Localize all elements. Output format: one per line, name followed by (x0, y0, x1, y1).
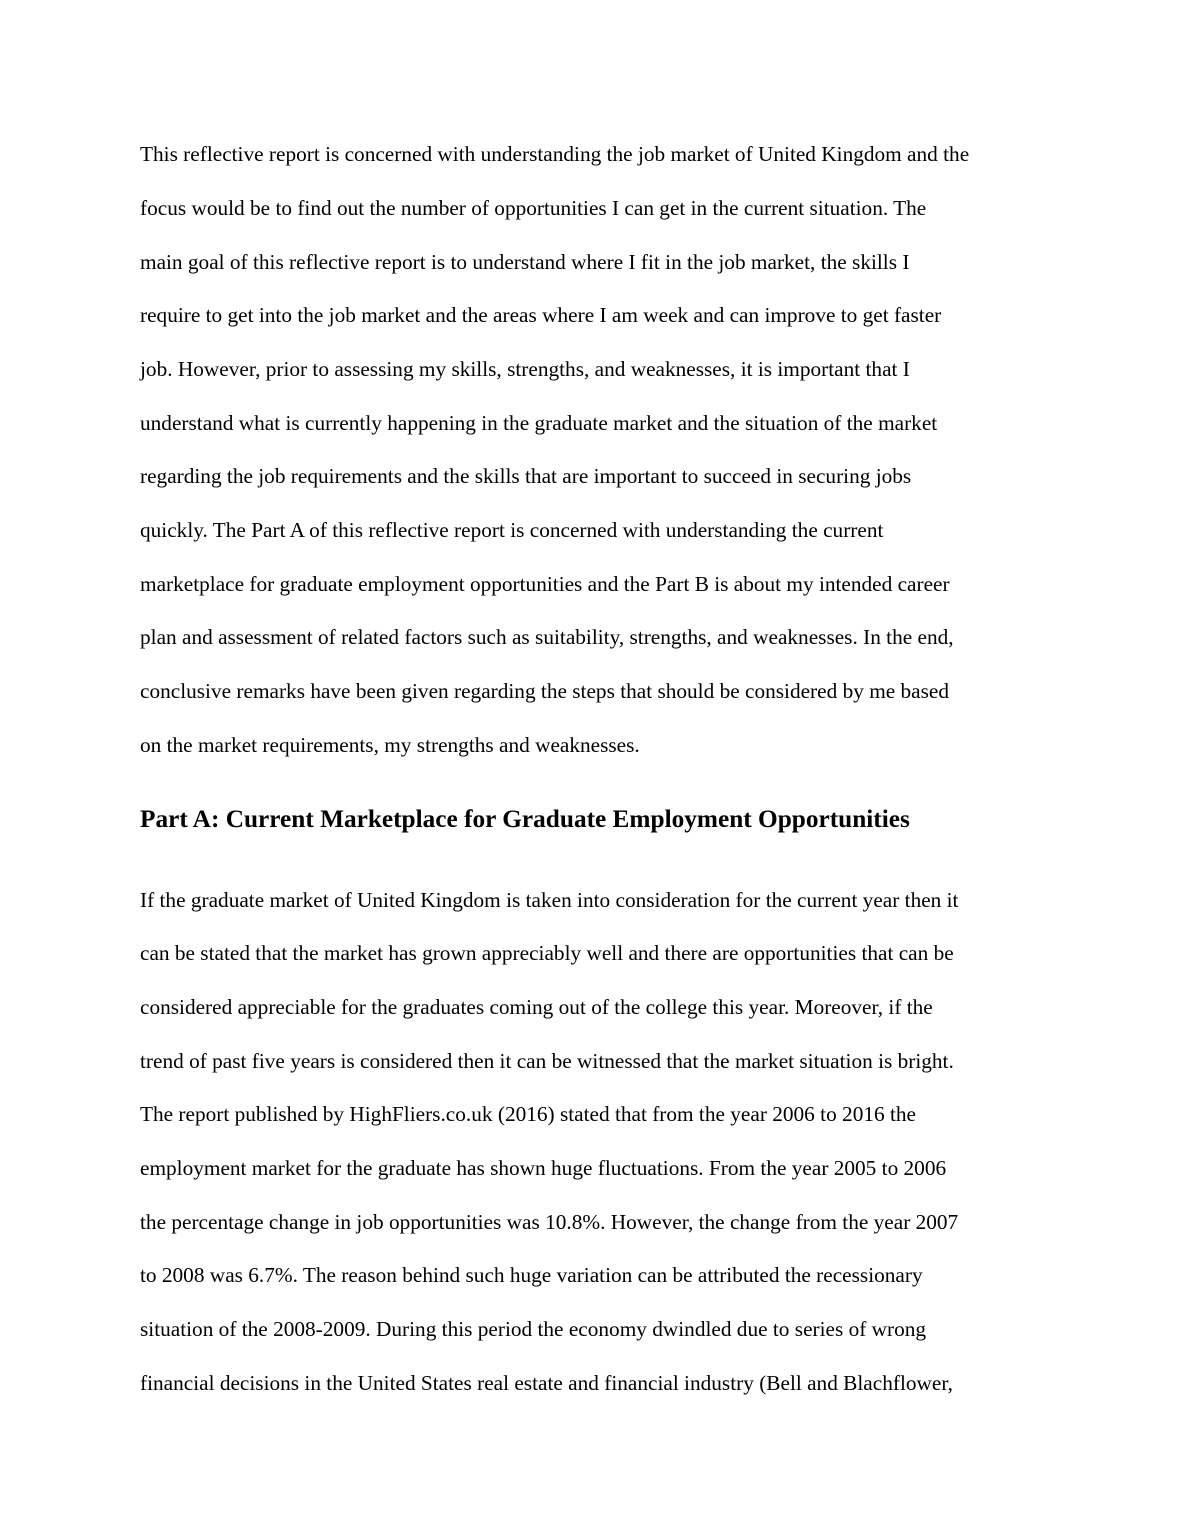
text-line: marketplace for graduate employment opportunities and the Part B is about my intended career (140, 572, 950, 596)
text-line: main goal of this reflective report is to understand where I fit in the job market, the skills I (140, 250, 910, 274)
text-line: considered appreciable for the graduates coming out of the college this year. Moreover, if the (140, 995, 933, 1019)
text-line: trend of past five years is considered then it can be witnessed that the market situation is bright. (140, 1049, 954, 1073)
section-heading-part-a: Part A: Current Marketplace for Graduate Employment Opportunities (140, 805, 910, 833)
text-line: plan and assessment of related factors such as suitability, strengths, and weaknesses. In the end, (140, 625, 954, 649)
text-line: the percentage change in job opportunities was 10.8%. However, the change from the year 2007 (140, 1210, 959, 1234)
text-line: require to get into the job market and the areas where I am week and can improve to get faster (140, 303, 942, 327)
text-line: on the market requirements, my strengths and weaknesses. (140, 733, 640, 757)
text-line: The report published by HighFliers.co.uk (2016) stated that from the year 2006 to 2016 the (140, 1102, 916, 1126)
text-line: job. However, prior to assessing my skills, strengths, and weaknesses, it is important that I (140, 357, 910, 381)
text-line: quickly. The Part A of this reflective report is concerned with understanding the current (140, 518, 884, 542)
text-line: This reflective report is concerned with understanding the job market of United Kingdom and the (140, 142, 970, 166)
text-line: If the graduate market of United Kingdom is taken into consideration for the current year then it (140, 888, 959, 912)
text-line: understand what is currently happening in the graduate market and the situation of the market (140, 411, 938, 435)
text-line: situation of the 2008-2009. During this period the economy dwindled due to series of wrong (140, 1317, 927, 1341)
text-line: can be stated that the market has grown appreciably well and there are opportunities that can be (140, 941, 954, 965)
text-line: financial decisions in the United States real estate and financial industry (Bell and Blachflower, (140, 1371, 953, 1395)
text-line: to 2008 was 6.7%. The reason behind such huge variation can be attributed the recessionary (140, 1263, 923, 1287)
text-line: employment market for the graduate has shown huge fluctuations. From the year 2005 to 2006 (140, 1156, 947, 1180)
text-line: focus would be to find out the number of opportunities I can get in the current situation. The (140, 196, 927, 220)
text-line: regarding the job requirements and the skills that are important to succeed in securing jobs (140, 464, 912, 488)
text-line: conclusive remarks have been given regarding the steps that should be considered by me based (140, 679, 950, 703)
